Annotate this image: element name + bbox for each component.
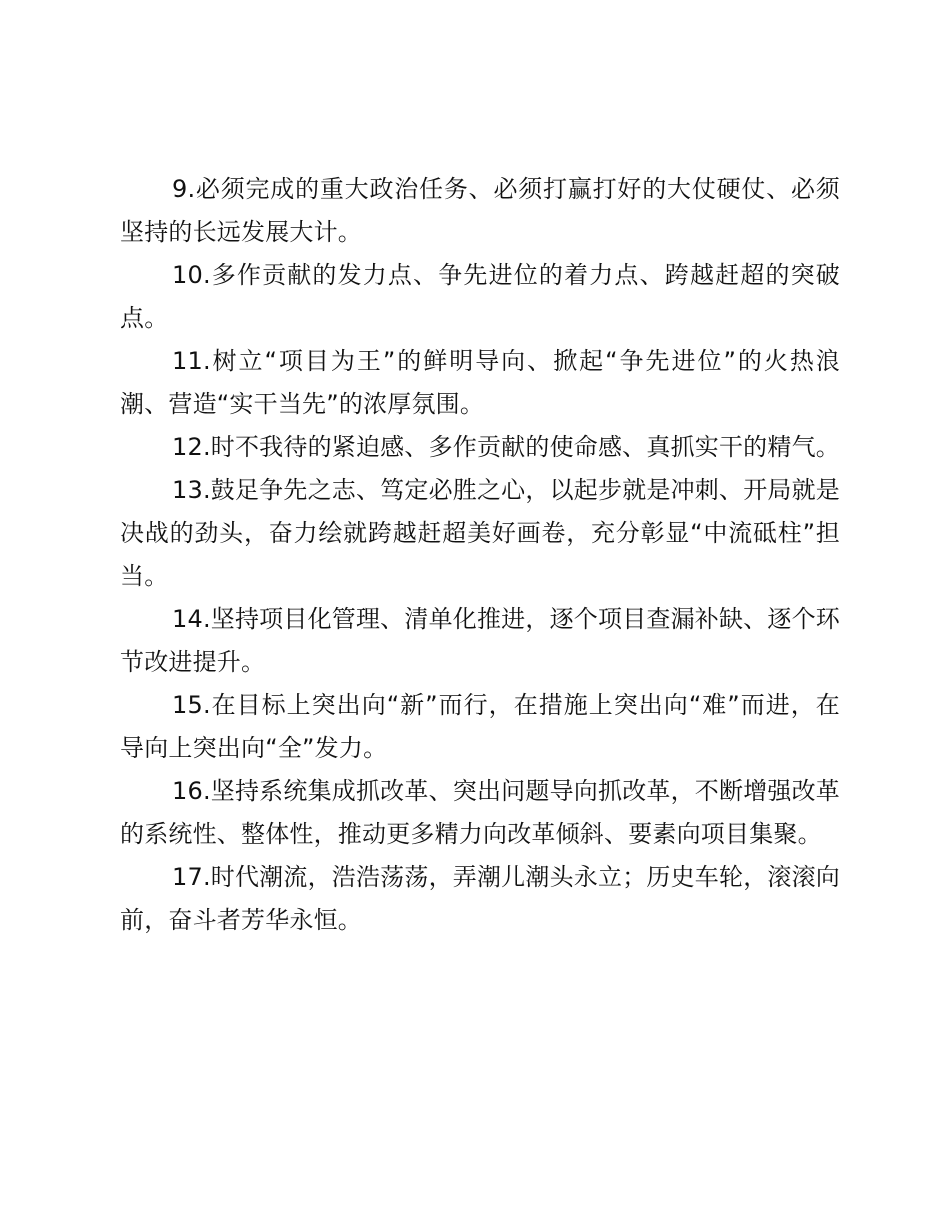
list-item-14: 14.坚持项目化管理、清单化推进，逐个项目查漏补缺、逐个环节改进提升。 <box>120 605 840 676</box>
list-item-15: 15.在目标上突出向“新”而行，在措施上突出向“难”而进，在导向上突出向“全”发力。 <box>120 691 840 762</box>
list-item-10: 10.多作贡献的发力点、争先进位的着力点、跨越赶超的突破点。 <box>120 261 840 332</box>
list-item-17: 17.时代潮流，浩浩荡荡，弄潮儿潮头永立；历史车轮，滚滚向前，奋斗者芳华永恒。 <box>120 863 840 934</box>
document-page <box>120 168 840 942</box>
list-item-12: 12.时不我待的紧迫感、多作贡献的使命感、真抓实干的精气。 <box>172 433 840 461</box>
list-item-11: 11.树立“项目为王”的鲜明导向、掀起“争先进位”的火热浪潮、营造“实干当先”的浓厚氛围。 <box>120 347 840 418</box>
list-item-9: 9.必须完成的重大政治任务、必须打赢打好的大仗硬仗、必须坚持的长远发展大计。 <box>120 175 840 246</box>
list-item-13: 13.鼓足争先之志、笃定必胜之心，以起步就是冲刺、开局就是决战的劲头，奋力绘就跨越赶超美好画卷，充分彰显“中流砥柱”担当。 <box>120 476 840 590</box>
list-item-16: 16.坚持系统集成抓改革、突出问题导向抓改革，不断增强改革的系统性、整体性，推动更多精力向改革倾斜、要素向项目集聚。 <box>120 777 840 848</box>
